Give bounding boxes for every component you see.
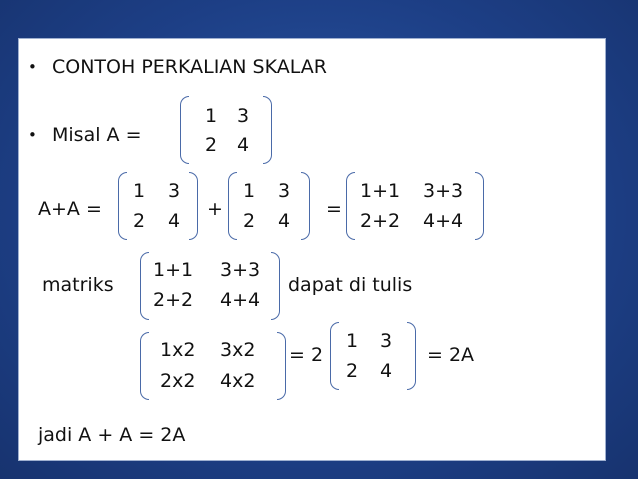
left-bracket [330, 322, 339, 390]
right-bracket [301, 172, 310, 240]
dapat-label: dapat di tulis [288, 274, 413, 296]
sum-matrix-cell: 1+1 [153, 259, 194, 281]
matrix-cell: 1 [346, 330, 359, 352]
matrix-a-left [118, 172, 198, 240]
sum-matrix-cell: 4+4 [423, 210, 464, 232]
slide-content [18, 38, 606, 461]
left-bracket [118, 172, 127, 240]
matrix-a-right [228, 172, 310, 240]
matrix-a-cell: 3 [237, 105, 250, 127]
sum-matrix-cell: 3+3 [423, 180, 464, 202]
right-bracket [475, 172, 484, 240]
matrix-cell: 2 [133, 210, 146, 232]
matrix-a-cell: 1 [205, 105, 218, 127]
left-bracket [140, 332, 149, 400]
sum-matrix-cell: 2+2 [153, 289, 194, 311]
plus-sign: + [207, 198, 223, 220]
right-bracket [407, 322, 416, 390]
matrix-cell: 2 [346, 360, 359, 382]
equals-sign: = [326, 198, 342, 220]
conclusion: jadi A + A = 2A [38, 424, 186, 446]
misal-label: Misal A = [52, 124, 142, 146]
scalar-matrix-cell: 1x2 [160, 339, 196, 361]
sum-matrix [346, 172, 484, 240]
sum-matrix-cell: 4+4 [220, 289, 261, 311]
scalar-matrix-cell: 3x2 [220, 339, 256, 361]
slide-title-line: CONTOH PERKALIAN SKALAR [52, 56, 327, 78]
matriks-label: matriks [42, 274, 114, 296]
right-bracket [277, 332, 286, 400]
matrix-cell: 3 [380, 330, 393, 352]
matrix-cell: 4 [168, 210, 181, 232]
matrix-cell: 3 [278, 180, 291, 202]
equals-two-a: = 2A [427, 344, 475, 366]
matrix-a [180, 96, 272, 164]
matrix-cell: 2 [243, 210, 256, 232]
matrix-cell: 3 [168, 180, 181, 202]
right-bracket [189, 172, 198, 240]
matrix-a-cell: 4 [237, 134, 250, 156]
matrix-cell: 4 [278, 210, 291, 232]
equals-two: = 2 [289, 344, 324, 366]
right-bracket [271, 252, 280, 320]
bullet-icon: • [28, 126, 37, 144]
left-bracket [140, 252, 149, 320]
sum-matrix-cell: 1+1 [360, 180, 401, 202]
scalar-matrix [140, 332, 286, 400]
left-bracket [228, 172, 237, 240]
matrix-a-factor [330, 322, 416, 390]
sum-matrix-cell: 3+3 [220, 259, 261, 281]
right-bracket [263, 96, 272, 164]
matrix-cell: 1 [133, 180, 146, 202]
left-bracket [346, 172, 355, 240]
matrix-a-cell: 2 [205, 134, 218, 156]
matrix-cell: 1 [243, 180, 256, 202]
aa-label: A+A = [38, 198, 102, 220]
matrix-cell: 4 [380, 360, 393, 382]
sum-matrix-cell: 2+2 [360, 210, 401, 232]
scalar-matrix-cell: 2x2 [160, 370, 196, 392]
scalar-matrix-cell: 4x2 [220, 370, 256, 392]
sum-matrix-repeat [140, 252, 280, 320]
bullet-icon: • [28, 58, 37, 76]
left-bracket [180, 96, 189, 164]
